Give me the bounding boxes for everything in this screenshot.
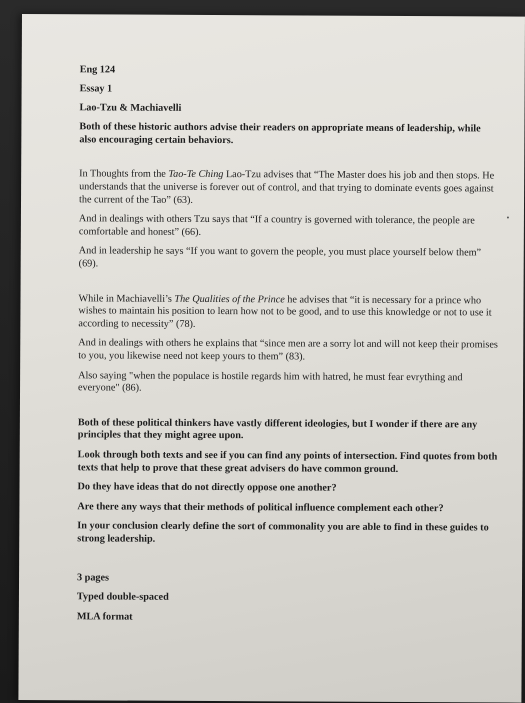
paper-sheet [18,14,525,703]
paper-speck [507,217,509,219]
laotzu-book-title: Tao-Te Ching [168,169,224,181]
machiavelli-quote-2: And in dealings with others he explains that “since men are a sorry lot and will not keep their promises to you, you likewise need not keep yours to them” (83). [78,337,498,363]
question-4: Are there any ways that their methods of political influence complement each other? [77,501,444,514]
machiavelli-book-title: The Qualities of the Prince [174,293,285,306]
machiavelli-quote-3: Also saying "when the populace is hostile regards him with hatred, he must fear evrything and everyone" (86). [78,369,463,394]
laotzu-quote-3: And in leadership he says “If you want to govern the people, you must place yourself below them” (69). [78,245,482,270]
essay-topic: Lao-Tzu & Machiavelli [79,102,182,115]
question-2: Look through both texts and see if you can find any points of intersection. Find quotes from both texts that help to prove that these great advisers do have common ground. [77,449,498,475]
assignment-name: Essay 1 [79,83,113,95]
question-5: In your conclusion clearly define the sort of commonality you are able to find in these guides to strong leadership. [77,520,489,545]
question-1: Both of these political thinkers have vastly different ideologies, but I wonder if there are any principles that they might agree upon. [77,417,478,442]
laotzu-quote-2: And in dealings with others Tzu says that “If a country is governed with tolerance, the people are comfortable and honest” (66). [78,213,475,238]
essay-prompt: Both of these historic authors advise their readers on appropriate means of leadership, while also encouraging certain behaviors. [79,121,481,146]
document-body [77,64,500,633]
course-name: Eng 124 [79,64,116,76]
requirement-format: MLA format [76,611,133,623]
machiavelli-quote-1: While in Machiavelli’s The Qualities of the Prince he advises that “it is necessary for a prince who wishes to maintain his position to learn how not to be good, and to use this knowledge or not to use it according to necessity” (78). [78,292,492,330]
laotzu-quote-1: In Thoughts from the Tao-Te Ching Lao-Tzu advises that “The Master does his job and then stops. He understands that the universe is forever out of control, and that trying to dominate events goes against the current of the Tao” (63). [79,168,495,206]
question-3: Do they have ideas that do not directly oppose one another? [77,481,337,494]
requirement-spacing: Typed double-spaced [76,591,169,603]
requirement-pages: 3 pages [77,571,110,583]
